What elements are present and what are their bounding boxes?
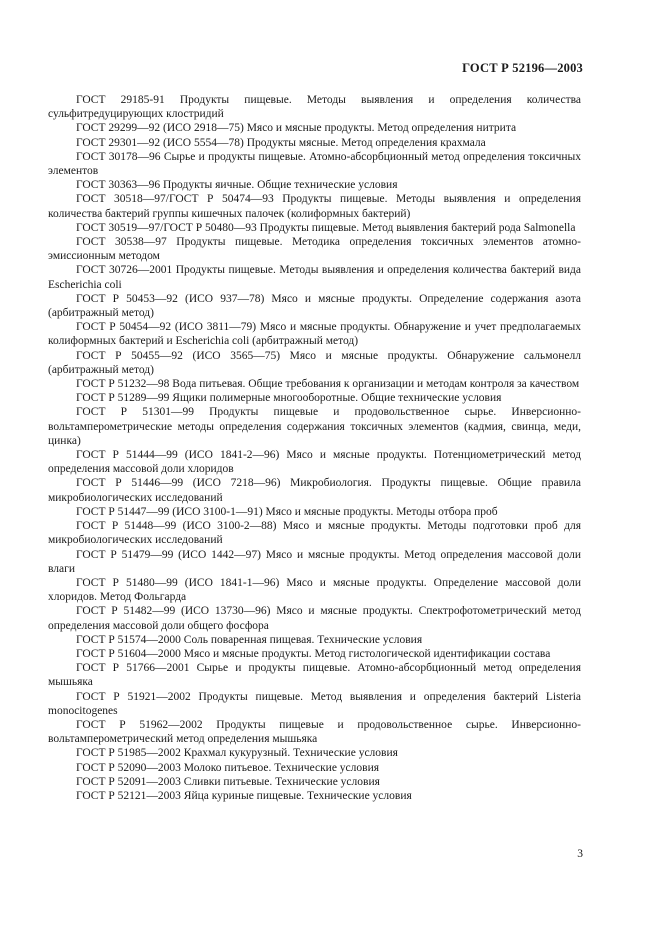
reference-entry: ГОСТ Р 51574—2000 Соль поваренная пищевая. Технические условия <box>76 633 423 646</box>
reference-entry: ГОСТ Р 51289—99 Ящики полимерные многооборотные. Общие технические условия <box>76 392 502 405</box>
reference-entry: ГОСТ Р 52121—2003 Яйца куриные пищевые. Технические условия <box>76 789 412 802</box>
reference-entry: ГОСТ Р 51444—99 (ИСО 1841-2—96) Мясо и мясные продукты. Потенциометрический метод определения массовой доли хлоридов <box>48 449 581 476</box>
reference-entry: ГОСТ Р 51604—2000 Мясо и мясные продукты. Метод гистологической идентификации состава <box>76 647 551 660</box>
reference-entry: ГОСТ 30538—97 Продукты пищевые. Методика определения токсичных элементов атомно-эмиссионным методом <box>48 236 581 263</box>
reference-entry: ГОСТ Р 51482—99 (ИСО 13730—96) Мясо и мясные продукты. Спектрофотометрический метод определения массовой доли общего фосфора <box>48 605 581 632</box>
reference-entry: ГОСТ Р 51447—99 (ИСО 3100-1—91) Мясо и мясные продукты. Методы отбора проб <box>76 505 498 518</box>
reference-entry: ГОСТ Р 50455—92 (ИСО 3565—75) Мясо и мясные продукты. Обнаружение сальмонелл (арбитражный метод) <box>48 349 581 376</box>
reference-entry: ГОСТ Р 51446—99 (ИСО 7218—96) Микробиология. Продукты пищевые. Общие правила микробиологических исследований <box>48 477 581 504</box>
reference-entry: ГОСТ Р 51985—2002 Крахмал кукурузный. Технические условия <box>76 747 398 760</box>
reference-entry: ГОСТ Р 52090—2003 Молоко питьевое. Технические условия <box>76 761 380 774</box>
reference-entry: ГОСТ 30363—96 Продукты яичные. Общие технические условия <box>76 179 398 192</box>
reference-entry: ГОСТ 30726—2001 Продукты пищевые. Методы выявления и определения количества бактерий вида Escherichia coli <box>48 264 581 291</box>
reference-entry: ГОСТ Р 50454—92 (ИСО 3811—79) Мясо и мясные продукты. Обнаружение и учет предполагаемых колиформных бактерий и Escherichia coli (арбитражный метод) <box>48 321 581 348</box>
reference-entry: ГОСТ Р 52091—2003 Сливки питьевые. Технические условия <box>76 775 380 788</box>
reference-entry: ГОСТ Р 51448—99 (ИСО 3100-2—88) Мясо и мясные продукты. Методы подготовки проб для микробиологических исследований <box>48 520 581 547</box>
reference-entry: ГОСТ 29185-91 Продукты пищевые. Методы выявления и определения количества сульфитредуцирующих клостридий <box>48 94 581 121</box>
reference-entry: ГОСТ Р 51962—2002 Продукты пищевые и продовольственное сырье. Инверсионно-вольтамперометрический метод определения мышьяка <box>48 718 581 746</box>
reference-entry: ГОСТ 29299—92 (ИСО 2918—75) Мясо и мясные продукты. Метод определения нитрита <box>76 122 517 135</box>
reference-entry: ГОСТ 30518—97/ГОСТ Р 50474—93 Продукты пищевые. Методы выявления и определения количества бактерий группы кишечных палочек (колиформных бактерий) <box>48 193 581 220</box>
reference-entry: ГОСТ 30178—96 Сырье и продукты пищевые. Атомно-абсорбционный метод определения токсичных элементов <box>48 150 581 178</box>
reference-entry: ГОСТ Р 51301—99 Продукты пищевые и продовольственное сырье. Инверсионно-вольтамперометрические методы определения содержания токсичных элементов (кадмия, свинца, меди, цинка) <box>48 406 581 447</box>
reference-entry: ГОСТ Р 51479—99 (ИСО 1442—97) Мясо и мясные продукты. Метод определения массовой доли влаги <box>48 548 581 575</box>
reference-entry: ГОСТ Р 51921—2002 Продукты пищевые. Метод выявления и определения бактерий Listeria monocitogenes <box>48 690 581 717</box>
normative-references-list <box>48 93 581 803</box>
reference-entry: ГОСТ Р 50453—92 (ИСО 937—78) Мясо и мясные продукты. Определение содержания азота (арбитражный метод) <box>48 292 581 320</box>
reference-entry: ГОСТ Р 51232—98 Вода питьевая. Общие требования к организации и методам контроля за качеством <box>76 378 580 391</box>
page-number: 3 <box>577 848 583 860</box>
reference-entry: ГОСТ Р 51480—99 (ИСО 1841-1—96) Мясо и мясные продукты. Определение массовой доли хлоридов. Метод Фольгарда <box>48 576 581 604</box>
reference-entry: ГОСТ 30519—97/ГОСТ Р 50480—93 Продукты пищевые. Метод выявления бактерий рода Salmonella <box>76 221 576 234</box>
standard-designation-header: ГОСТ Р 52196—2003 <box>462 61 583 75</box>
reference-entry: ГОСТ Р 51766—2001 Сырье и продукты пищевые. Атомно-абсорбционный метод определения мышьяка <box>48 662 581 689</box>
reference-entry: ГОСТ 29301—92 (ИСО 5554—78) Продукты мясные. Метод определения крахмала <box>76 136 486 149</box>
